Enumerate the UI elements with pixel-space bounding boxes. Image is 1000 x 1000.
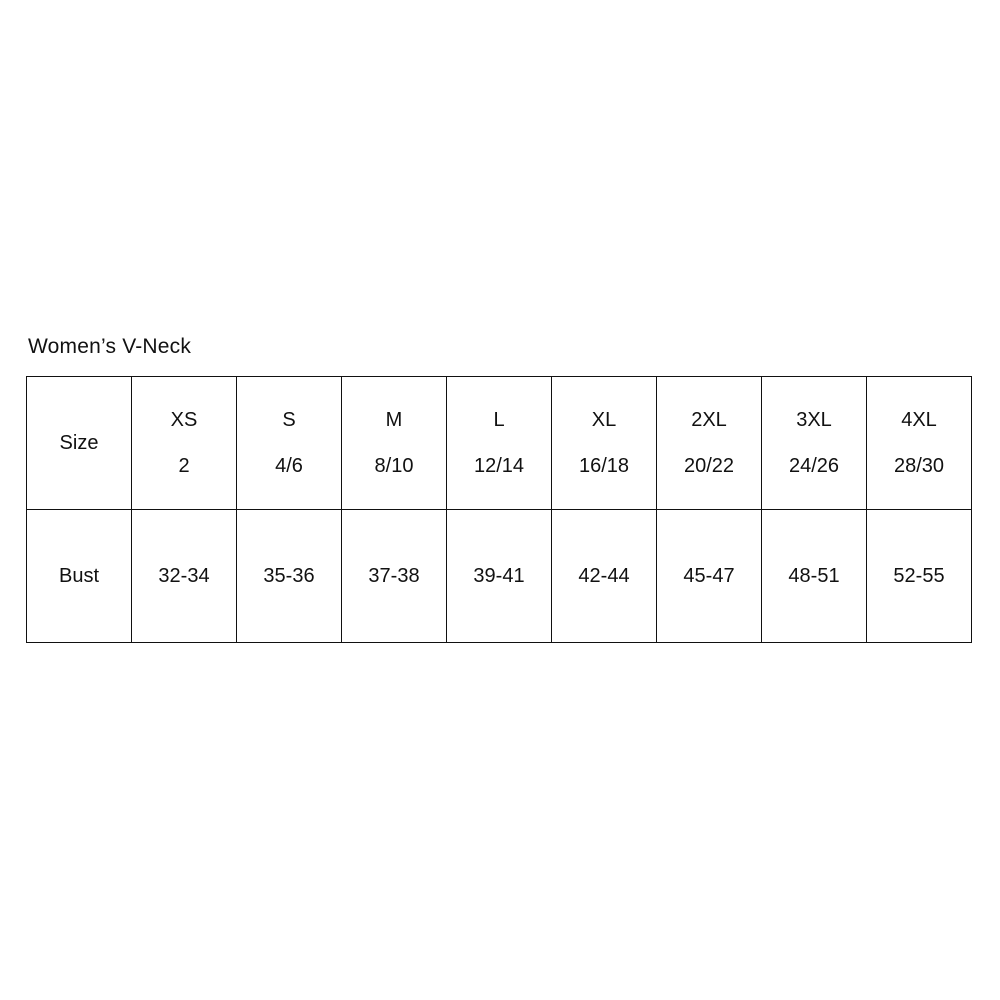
size-numeric: 2 — [178, 455, 190, 477]
page-title: Women’s V-Neck — [28, 335, 192, 358]
size-numeric: 20/22 — [683, 455, 735, 477]
size-cell-2xl — [657, 377, 762, 510]
size-numeric: 4/6 — [275, 455, 303, 477]
row-header-bust — [27, 510, 132, 643]
bust-cell-3xl — [762, 510, 867, 643]
bust-value: 39-41 — [473, 565, 525, 587]
bust-value: 45-47 — [683, 565, 735, 587]
size-letter: XS — [170, 409, 198, 431]
bust-cell-l — [447, 510, 552, 643]
size-letter: S — [282, 409, 296, 431]
size-cell-xl — [552, 377, 657, 510]
size-letter: M — [385, 409, 403, 431]
size-cell-3xl — [762, 377, 867, 510]
size-letter: L — [493, 409, 505, 431]
row-header-bust-label: Bust — [58, 565, 100, 587]
size-letter: XL — [591, 409, 617, 431]
table-row-size — [27, 377, 972, 510]
bust-cell-xl — [552, 510, 657, 643]
bust-value: 35-36 — [263, 565, 315, 587]
size-cell-m — [342, 377, 447, 510]
bust-cell-4xl — [867, 510, 972, 643]
bust-value: 52-55 — [893, 565, 945, 587]
row-header-size-label: Size — [59, 432, 99, 454]
size-letter: 3XL — [796, 409, 832, 431]
size-cell-s — [237, 377, 342, 510]
size-numeric: 24/26 — [788, 455, 840, 477]
size-numeric: 8/10 — [374, 455, 414, 477]
bust-value: 32-34 — [158, 565, 210, 587]
size-cell-xs — [132, 377, 237, 510]
size-cell-l — [447, 377, 552, 510]
size-chart-table — [26, 376, 972, 643]
bust-value: 48-51 — [788, 565, 840, 587]
bust-value: 37-38 — [368, 565, 420, 587]
size-chart-block — [26, 334, 974, 643]
size-numeric: 12/14 — [473, 455, 525, 477]
size-letter: 4XL — [901, 409, 937, 431]
bust-cell-2xl — [657, 510, 762, 643]
bust-cell-s — [237, 510, 342, 643]
bust-cell-xs — [132, 510, 237, 643]
size-numeric: 28/30 — [893, 455, 945, 477]
bust-cell-m — [342, 510, 447, 643]
size-letter: 2XL — [691, 409, 727, 431]
bust-value: 42-44 — [578, 565, 630, 587]
row-header-size — [27, 377, 132, 510]
size-numeric: 16/18 — [578, 455, 630, 477]
table-row-bust — [27, 510, 972, 643]
size-cell-4xl — [867, 377, 972, 510]
